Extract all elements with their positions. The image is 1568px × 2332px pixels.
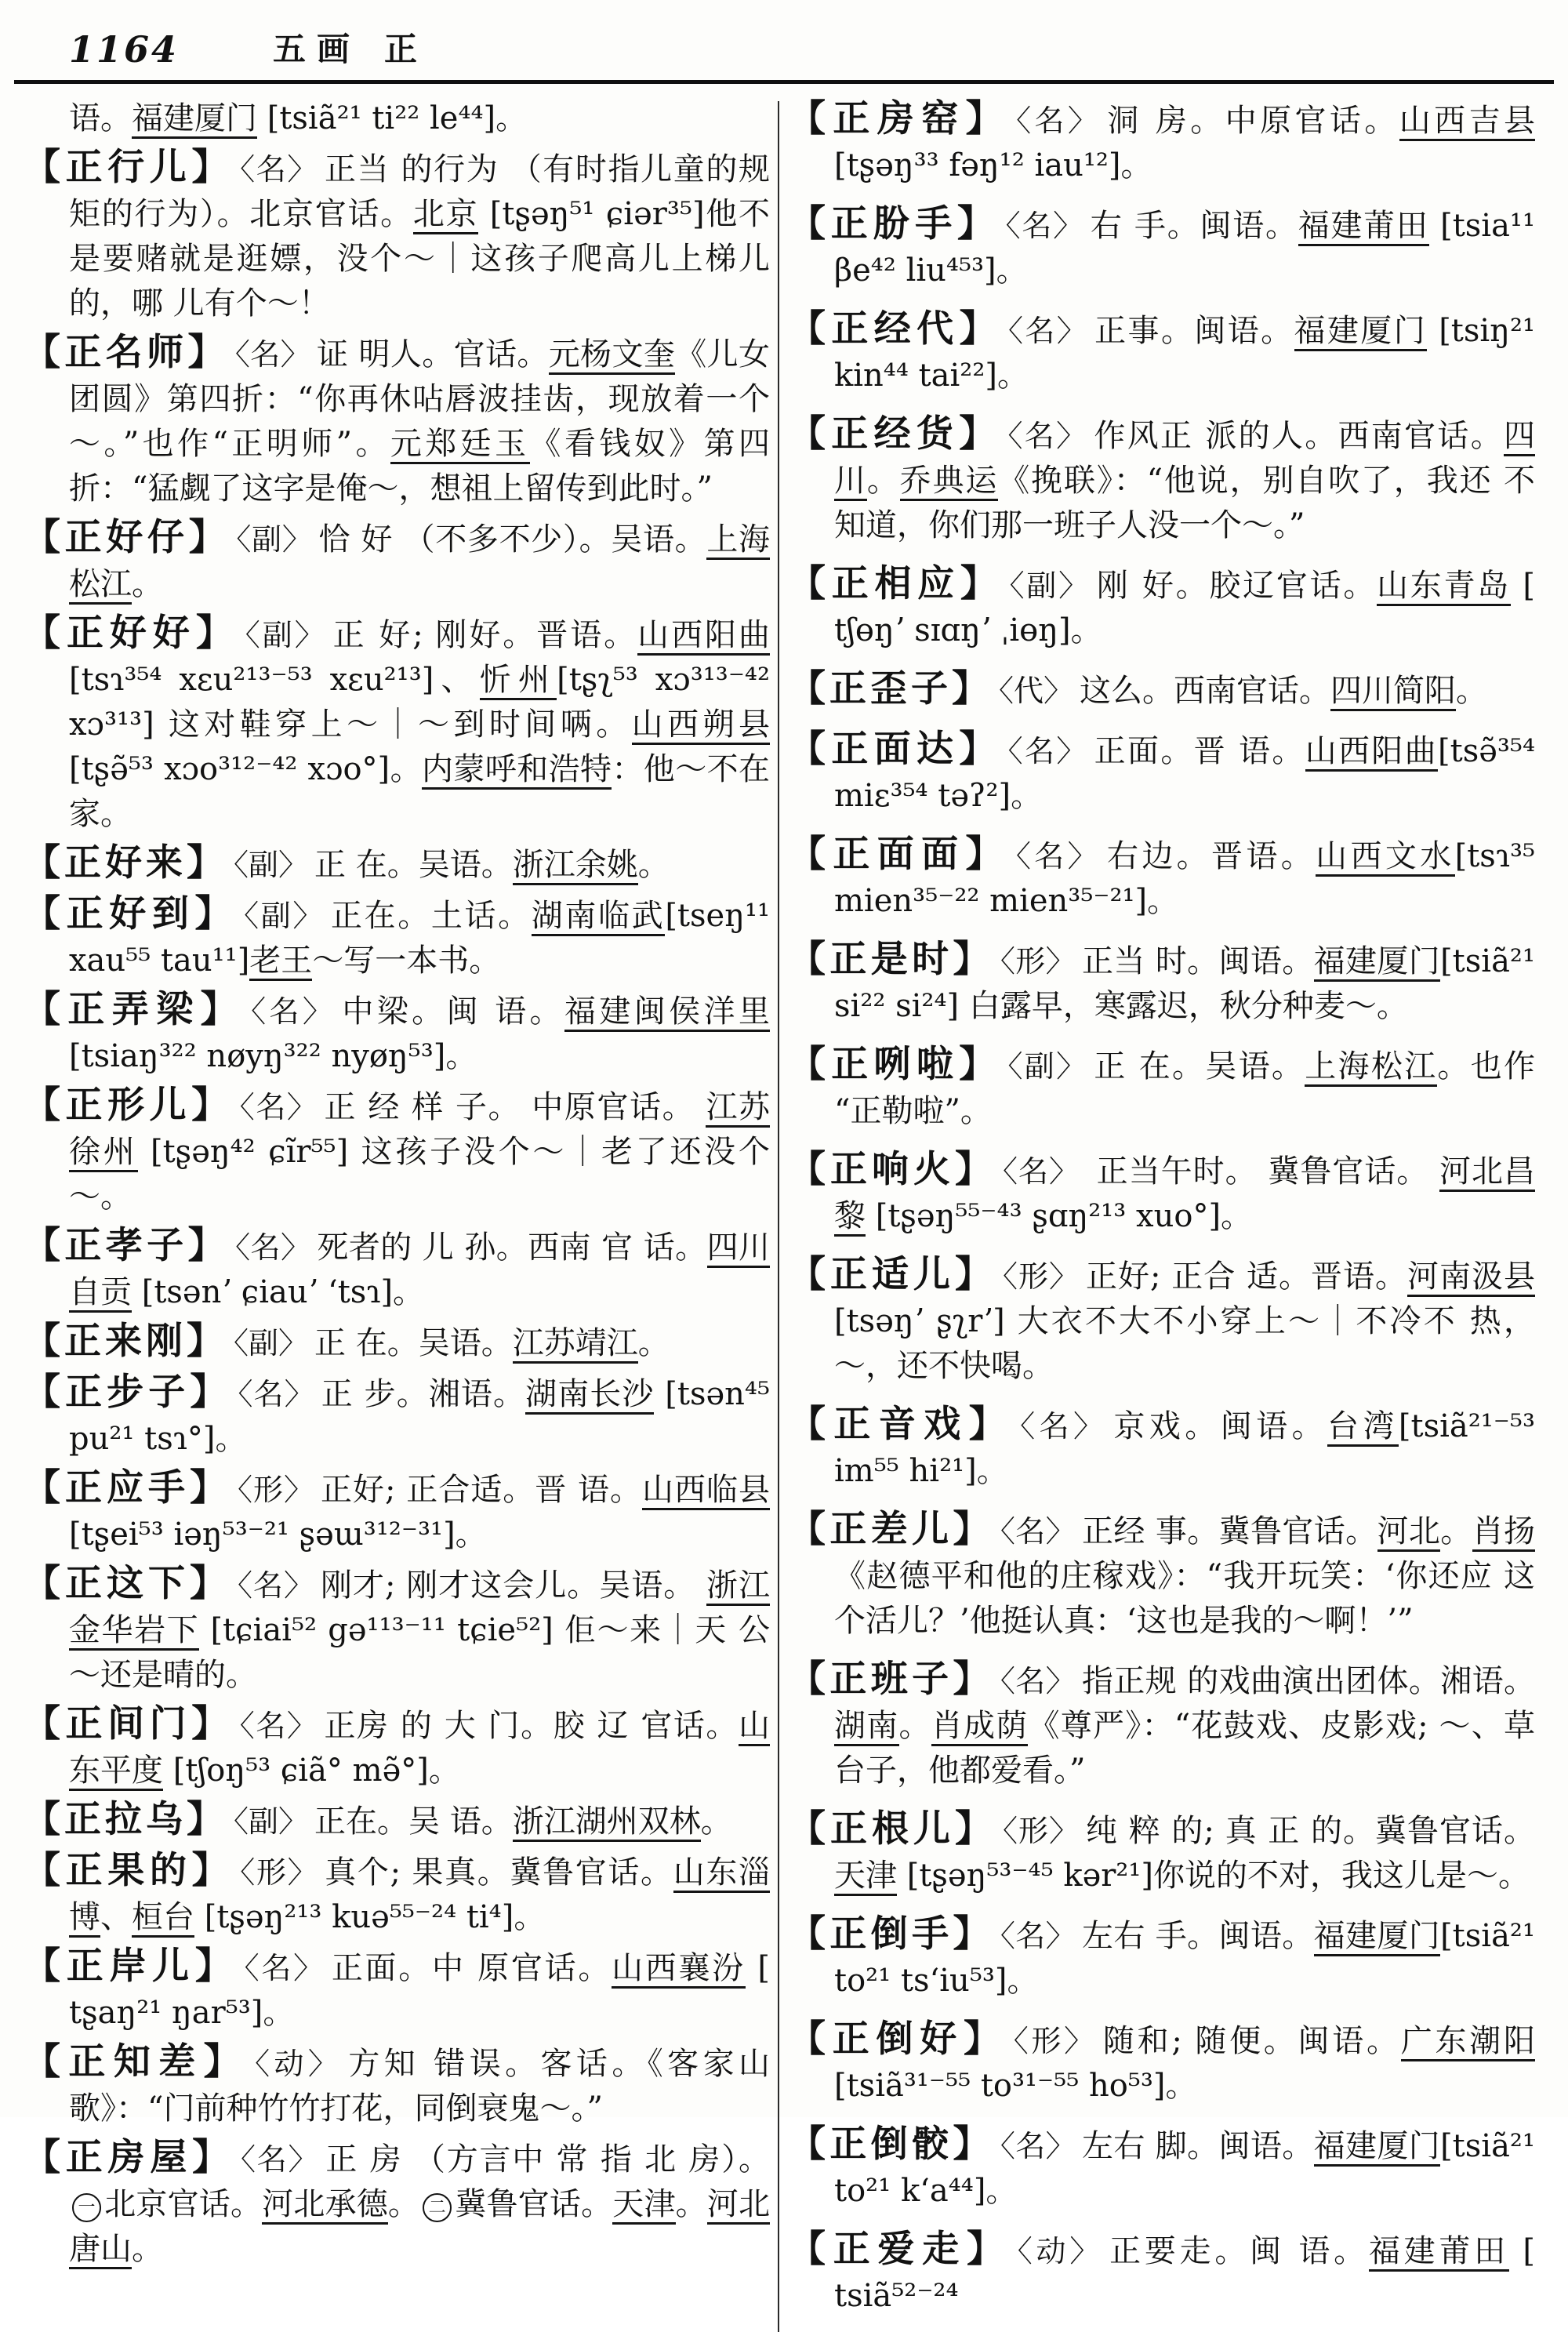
proper-noun-underlined: 山东淄博 bbox=[69, 1854, 770, 1938]
proper-noun-underlined: 福建厦门 bbox=[1314, 1918, 1440, 1956]
proper-noun-underlined: 广东潮阳 bbox=[1401, 2023, 1535, 2061]
right-column bbox=[789, 96, 1535, 2332]
entry-headword: 【正好仔】 bbox=[24, 516, 230, 559]
entry-headword: 【正适儿】 bbox=[789, 1253, 997, 1296]
entry-headword: 【正倒骹】 bbox=[789, 2123, 994, 2166]
proper-noun-underlined: 河南汲县 bbox=[1407, 1259, 1535, 1297]
dict-entry-正步子: 【正步子】 〈名〉 正 步。湘语。湖南长沙 [tsən⁴⁵ pu²¹ tsɿ°]。 bbox=[24, 1371, 771, 1457]
entry-part-of-speech: 〈名〉 bbox=[1020, 1409, 1108, 1444]
proper-noun-underlined: 肖成荫 bbox=[931, 1708, 1029, 1746]
entry-part-of-speech: 〈名〉 bbox=[251, 994, 336, 1029]
dict-entry-正爱走: 【正爱走】 〈动〉 正要走。闽 语。福建莆田 [ tsiã⁵²⁻²⁴ bbox=[789, 2228, 1536, 2314]
dict-entry-正房窑: 【正房窑】 〈名〉 洞 房。中原官话。山西吉县 [tʂəŋ³³ fəŋ¹² iau¹²]。 bbox=[789, 97, 1536, 183]
entry-part-of-speech: 〈副〉 bbox=[236, 522, 313, 557]
dict-entry-正经代: 【正经代】 〈名〉 正事。闽语。福建厦门 [tsiŋ²¹ kin⁴⁴ tai²²]。 bbox=[789, 307, 1536, 394]
proper-noun-underlined: 浙江湖州双林 bbox=[513, 1803, 701, 1842]
entry-headword: 【正弄梁】 bbox=[24, 988, 245, 1031]
proper-noun-underlined: 山西文水 bbox=[1316, 838, 1454, 877]
entry-part-of-speech: 〈名〉 bbox=[1002, 1154, 1080, 1189]
entry-part-of-speech: 〈名〉 bbox=[1007, 314, 1089, 348]
page-header bbox=[0, 0, 1568, 75]
proper-noun-underlined: 忻州 bbox=[480, 662, 557, 700]
entry-headword: 【正房屋】 bbox=[24, 2136, 234, 2179]
dict-entry-正行儿: 【正行儿】 〈名〉 正当 的行为 （有时指儿童的规矩的行为）。北京官话。北京 [tʂəŋ⁵¹ ɕiər³⁵]他不是要赌就是逛嫖，没个～｜这孩子爬高儿上梯儿的，哪 儿有个～！ bbox=[24, 146, 771, 321]
entry-part-of-speech: 〈副〉 bbox=[244, 899, 325, 933]
dict-entry-正形儿: 【正形儿】 〈名〉 正 经 样 子。 中原官话。 江苏徐州 [tʂəŋ⁴² ɕĩr⁵⁵] 这孩子没个～｜老了还没个～。 bbox=[24, 1084, 771, 1215]
entry-part-of-speech: 〈形〉 bbox=[238, 1473, 315, 1507]
entry-part-of-speech: 〈副〉 bbox=[234, 1804, 309, 1839]
dict-entry-正这下: 【正这下】 〈名〉 刚才; 刚才这会儿。吴语。 浙江金华岩下 [tɕiai⁵² gə¹¹³⁻¹¹ tɕie⁵²] 佢～来｜天 公～还是晴的。 bbox=[24, 1562, 771, 1693]
dict-entry-正经货: 【正经货】 〈名〉 作风正 派的人。西南官话。四川。乔典运《挽联》：“他说，别自吹了，我还 不 知道，你们那一班子人没一个～。” bbox=[789, 412, 1536, 543]
proper-noun-underlined: 福建厦门 bbox=[132, 100, 257, 139]
entry-part-of-speech: 〈名〉 bbox=[1000, 1919, 1076, 1953]
proper-noun-underlined: 湖南 bbox=[834, 1708, 899, 1746]
entry-headword: 【正步子】 bbox=[24, 1371, 232, 1414]
dict-entry-正弄梁: 【正弄梁】 〈名〉 中梁。闽 语。福建闽侯洋里[tsiaŋ³²² nøyŋ³²² nyøŋ⁵³]。 bbox=[24, 988, 771, 1074]
proper-noun-underlined: 山西襄汾 bbox=[612, 1950, 746, 1989]
proper-noun-underlined: 河北昌黎 bbox=[834, 1153, 1535, 1237]
left-column bbox=[24, 96, 770, 2332]
dict-entry-正响火: 【正响火】 〈名〉 正当午时。 冀鲁官话。 河北昌黎 [tʂəŋ⁵⁵⁻⁴³ ʂɑŋ²¹³ xuo°]。 bbox=[789, 1147, 1535, 1239]
entry-headword: 【正经货】 bbox=[789, 412, 1002, 456]
entry-headword: 【正差儿】 bbox=[789, 1508, 994, 1551]
entry-headword: 【正朌手】 bbox=[789, 202, 1000, 245]
entry-headword: 【正经代】 bbox=[789, 307, 1002, 351]
entry-part-of-speech: 〈代〉 bbox=[999, 674, 1074, 708]
dict-entry-正知差: 【正知差】 〈动〉 方知 错误。客话。《客家山歌》：“门前种竹竹打花，同倒衰鬼～。” bbox=[24, 2040, 771, 2127]
entry-headword: 【正班子】 bbox=[789, 1658, 994, 1701]
proper-noun-underlined: 老王 bbox=[249, 943, 312, 981]
proper-noun-underlined: 内蒙呼和浩特 bbox=[422, 751, 612, 790]
entry-headword: 【正面达】 bbox=[789, 728, 1002, 771]
entry-headword: 【正应手】 bbox=[24, 1466, 232, 1509]
proper-noun-underlined: 四川 bbox=[834, 418, 1535, 501]
proper-noun-underlined: 肖扬 bbox=[1472, 1513, 1535, 1552]
proper-noun-underlined: 元郑廷玉 bbox=[390, 426, 530, 464]
entry-headword: 【正音戏】 bbox=[789, 1403, 1014, 1446]
entry-headword: 【正根儿】 bbox=[789, 1807, 996, 1851]
entry-headword: 【正好好】 bbox=[24, 612, 239, 655]
dict-entry-正好到: 【正好到】 〈副〉 正在。土话。湖南临武[tseŋ¹¹ xau⁵⁵ tau¹¹]老王～写一本书。 bbox=[24, 892, 770, 983]
entry-headword: 【正爱走】 bbox=[789, 2228, 1011, 2271]
proper-noun-underlined: 福建厦门 bbox=[1294, 313, 1428, 351]
entry-part-of-speech: 〈副〉 bbox=[1007, 1049, 1088, 1084]
entry-part-of-speech: 〈名〉 bbox=[235, 1230, 311, 1265]
entry-part-of-speech: 〈动〉 bbox=[255, 2047, 343, 2081]
dict-entry-正好好: 【正好好】 〈副〉 正 好; 刚好。晋语。山西阳曲[tsɿ³⁵⁴ xɛu²¹³⁻⁵³ xɛu²¹³]、忻州[tʂʅ⁵³ xɔ³¹³⁻⁴² xɔ³¹³] 这对鞋穿上～｜～到时间唡。山西朔县 [tʂə̃⁵³ xɔo³¹²⁻⁴² xɔo°]。内蒙呼和浩特：他～不在家。 bbox=[24, 612, 771, 832]
entry-part-of-speech: 〈名〉 bbox=[240, 2142, 320, 2177]
entry-part-of-speech: 〈名〉 bbox=[1007, 734, 1088, 768]
entry-part-of-speech: 〈名〉 bbox=[244, 1951, 325, 1985]
proper-noun-underlined: 上海松江 bbox=[69, 521, 770, 605]
entry-part-of-speech: 〈名〉 bbox=[1000, 2129, 1076, 2163]
entry-headword: 【正拉乌】 bbox=[24, 1798, 227, 1841]
entry-part-of-speech: 〈名〉 bbox=[239, 1709, 318, 1743]
entry-part-of-speech: 〈副〉 bbox=[234, 1326, 309, 1360]
proper-noun-underlined: 乔典运 bbox=[900, 463, 999, 501]
stroke-section-label: 五画 bbox=[273, 30, 361, 68]
proper-noun-underlined: 福建莆田 bbox=[1298, 208, 1429, 246]
dict-entry-正拉乌: 【正拉乌】 〈副〉 正在。吴 语。浙江湖州双林。 bbox=[24, 1798, 732, 1841]
page-number: 1164 bbox=[69, 28, 180, 71]
entry-headword: 【正好到】 bbox=[24, 892, 238, 935]
dict-entry-正咧啦: 【正咧啦】 〈副〉 正 在。吴语。上海松江。也作 “正勒啦”。 bbox=[789, 1043, 1536, 1129]
proper-noun-underlined: 河北承德 bbox=[262, 2186, 388, 2225]
dict-entry-正是时: 【正是时】 〈形〉 正当 时。闽语。福建厦门[tsiã²¹ si²² si²⁴] 白露早，寒露迟，秋分种麦～。 bbox=[789, 938, 1535, 1024]
proper-noun-underlined: 福建厦门 bbox=[1314, 943, 1440, 982]
dict-entry-正倒手: 【正倒手】 〈名〉 左右 手。闽语。福建厦门[tsiã²¹ to²¹ ts‘iu⁵³]。 bbox=[789, 1912, 1535, 1999]
dict-entry-正面达: 【正面达】 〈名〉 正面。晋 语。山西阳曲[tsə̃³⁵⁴ miɛ³⁵⁴ təʔ²]。 bbox=[789, 728, 1535, 814]
proper-noun-underlined: 天津 bbox=[612, 2186, 675, 2225]
entry-headword: 【正果的】 bbox=[24, 1849, 234, 1892]
proper-noun-underlined: 江苏靖江 bbox=[513, 1325, 638, 1364]
proper-noun-underlined: 浙江金华岩下 bbox=[69, 1567, 770, 1651]
entry-headword: 【正岸儿】 bbox=[24, 1945, 238, 1988]
proper-noun-underlined: 河北唐山 bbox=[69, 2186, 770, 2269]
dict-entry-正面面: 【正面面】 〈名〉 右边。晋语。山西文水[tsɿ³⁵ mien³⁵⁻²² mien³⁵⁻²¹]。 bbox=[789, 833, 1536, 919]
entry-headword: 【正形儿】 bbox=[24, 1084, 234, 1127]
entry-headword: 【正房窑】 bbox=[789, 97, 1011, 140]
dict-entry-正果的: 【正果的】 〈形〉 真个; 果真。冀鲁官话。山东淄博、桓台 [tʂəŋ²¹³ kuə⁵⁵⁻²⁴ ti⁴]。 bbox=[24, 1848, 770, 1940]
entry-part-of-speech: 〈名〉 bbox=[1007, 419, 1088, 453]
dict-entry-正岸儿: 【正岸儿】 〈名〉 正面。中 原官话。山西襄汾 [ tʂaŋ²¹ ŋar⁵³]。 bbox=[24, 1945, 771, 2031]
entry-part-of-speech: 〈名〉 bbox=[1016, 104, 1102, 138]
proper-noun-underlined: 天津 bbox=[834, 1858, 897, 1896]
entry-part-of-speech: 〈形〉 bbox=[240, 1855, 319, 1890]
circled-sense-number: 一 bbox=[72, 2193, 101, 2222]
proper-noun-underlined: 福建厦门 bbox=[1314, 2128, 1440, 2167]
dict-entry-正根儿: 【正根儿】 〈形〉 纯 粹 的; 真 正 的。冀鲁官话。天津 [tʂəŋ⁵³⁻⁴⁵ kər²¹]你说的不对，我这儿是～。 bbox=[789, 1807, 1535, 1898]
proper-noun-underlined: 山西阳曲 bbox=[1305, 733, 1438, 772]
dict-entry-正音戏: 【正音戏】 〈名〉 京戏。闽语。台湾[tsiã²¹⁻⁵³ im⁵⁵ hi²¹]。 bbox=[789, 1403, 1535, 1489]
entry-headword: 【正好来】 bbox=[24, 841, 227, 884]
entry-headword: 【正间门】 bbox=[24, 1702, 234, 1745]
entry-part-of-speech: 〈形〉 bbox=[1003, 1259, 1080, 1294]
dict-entry-正应手: 【正应手】 〈形〉 正好; 正合适。晋 语。山西临县[tʂei⁵³ iəŋ⁵³⁻²¹ ʂəɯ³¹²⁻³¹]。 bbox=[24, 1466, 771, 1553]
proper-noun-underlined: 山西阳曲 bbox=[637, 617, 770, 656]
dict-entry-正间门: 【正间门】 〈名〉 正房 的 大 门。胶 辽 官话。山东平度 [tʃoŋ⁵³ ɕiã° mə̃°]。 bbox=[24, 1702, 770, 1793]
dict-entry-正歪子: 【正歪子】 〈代〉 这么。西南官话。四川简阳。 bbox=[789, 667, 1488, 710]
dict-entry-正好来: 【正好来】 〈副〉 正 在。吴语。浙江余姚。 bbox=[24, 841, 670, 884]
entry-headword: 【正孝子】 bbox=[24, 1224, 230, 1267]
entry-part-of-speech: 〈名〉 bbox=[234, 337, 311, 372]
proper-noun-underlined: 河北 bbox=[1377, 1513, 1441, 1552]
entry-part-of-speech: 〈名〉 bbox=[1000, 1514, 1076, 1549]
proper-noun-underlined: 山东青岛 bbox=[1377, 568, 1511, 606]
proper-noun-underlined: 元杨文奎 bbox=[549, 336, 676, 375]
proper-noun-underlined: 山东平度 bbox=[69, 1708, 770, 1791]
proper-noun-underlined: 上海松江 bbox=[1305, 1048, 1437, 1087]
proper-noun-underlined: 山西朔县 bbox=[632, 707, 770, 745]
entry-part-of-speech: 〈副〉 bbox=[245, 618, 327, 652]
proper-noun-underlined: 四川自贡 bbox=[69, 1230, 770, 1313]
proper-noun-underlined: 湖南长沙 bbox=[525, 1376, 654, 1415]
head-character: 正 bbox=[384, 30, 418, 68]
proper-noun-underlined: 四川简阳 bbox=[1330, 673, 1456, 711]
proper-noun-underlined: 台湾 bbox=[1327, 1408, 1399, 1447]
entry-headword: 【正面面】 bbox=[789, 833, 1010, 876]
dict-entry-正相应: 【正相应】 〈副〉 刚 好。胶辽官话。山东青岛 [ tʃɵŋʼ sɪɑŋʼ ˌiɵŋ]。 bbox=[789, 562, 1536, 648]
proper-noun-underlined: 桓台 bbox=[132, 1899, 194, 1938]
dict-entry-正班子: 【正班子】 〈名〉 指正规 的戏曲演出团体。湘语。湖南。肖成荫《尊严》：“花鼓戏、皮影戏; ～、草台子，他都爱看。” bbox=[789, 1658, 1536, 1789]
entry-part-of-speech: 〈名〉 bbox=[1000, 1664, 1076, 1698]
entry-part-of-speech: 〈动〉 bbox=[1017, 2234, 1104, 2268]
dict-entry-正适儿: 【正适儿】 〈形〉 正好; 正合 适。晋语。河南汲县[tsəŋʼ ʂʅrʼ] 大衣不大不小穿上～｜不冷不 热，～，还不快喝。 bbox=[789, 1253, 1536, 1384]
two-column-body bbox=[0, 84, 1568, 2332]
proper-noun-underlined: 浙江余姚 bbox=[513, 847, 638, 885]
dict-entry-正差儿: 【正差儿】 〈名〉 正经 事。冀鲁官话。河北。肖扬《赵德平和他的庄稼戏》：“我开玩笑：‘你还应 这 个活儿？’他挺认真：‘这也是我的～啊！’” bbox=[789, 1508, 1536, 1639]
dict-entry-正孝子: 【正孝子】 〈名〉 死者的 儿 孙。西南 官 话。四川自贡 [tsənʼ ɕiauʼ ʻtsɿ]。 bbox=[24, 1223, 770, 1315]
dict-entry-正名师: 【正名师】 〈名〉 证 明人。官话。元杨文奎《儿女团圆》第四折：“你再休呫唇波挂齿，现放着一个～。”也作“正明师”。元郑廷玉《看钱奴》第四折：“猛觑了这字是俺～，想祖上留传到此时。” bbox=[24, 331, 771, 507]
entry-part-of-speech: 〈名〉 bbox=[240, 152, 318, 187]
proper-noun-underlined: 湖南临武 bbox=[532, 898, 666, 936]
entry-headword: 【正咧啦】 bbox=[789, 1043, 1002, 1086]
entry-headword: 【正响火】 bbox=[789, 1148, 996, 1191]
proper-noun-underlined: 福建闽侯洋里 bbox=[564, 993, 770, 1032]
entry-part-of-speech: 〈形〉 bbox=[1000, 944, 1076, 979]
entry-headword: 【正倒手】 bbox=[789, 1912, 994, 1956]
proper-noun-underlined: 山西临县 bbox=[642, 1472, 770, 1510]
proper-noun-underlined: 江苏徐州 bbox=[69, 1089, 770, 1172]
entry-part-of-speech: 〈副〉 bbox=[234, 848, 309, 882]
entry-headword: 【正倒好】 bbox=[789, 2018, 1007, 2061]
dict-entry-continuation: 语。福建厦门 [tsiã²¹ ti²² le⁴⁴]。 bbox=[24, 96, 770, 141]
entry-headword: 【正来刚】 bbox=[24, 1320, 227, 1363]
entry-headword: 【正相应】 bbox=[789, 562, 1004, 605]
dict-entry-正来刚: 【正来刚】 〈副〉 正 在。吴语。江苏靖江。 bbox=[24, 1320, 670, 1363]
proper-noun-underlined: 山西吉县 bbox=[1399, 103, 1535, 141]
entry-headword: 【正这下】 bbox=[24, 1562, 232, 1605]
proper-noun-underlined: 福建莆田 bbox=[1369, 2233, 1509, 2272]
entry-headword: 【正行儿】 bbox=[24, 146, 234, 189]
dict-entry-正朌手: 【正朌手】 〈名〉 右 手。闽语。福建莆田 [tsia¹¹ βe⁴² liu⁴⁵³]。 bbox=[789, 202, 1536, 289]
dict-entry-正房屋: 【正房屋】 〈名〉 正 房 （方言中 常 指 北 房）。一 北京官话。河北承德。 二 冀鲁官话。天津。河北唐山。 bbox=[24, 2135, 770, 2272]
entry-part-of-speech: 〈形〉 bbox=[1013, 2024, 1097, 2058]
entry-part-of-speech: 〈名〉 bbox=[238, 1377, 315, 1411]
entry-part-of-speech: 〈名〉 bbox=[1005, 209, 1084, 243]
dict-entry-正好仔: 【正好仔】 〈副〉 恰 好 （不多不少）。吴语。上海松江。 bbox=[24, 515, 770, 607]
dict-entry-正倒好: 【正倒好】 〈形〉 随和; 随便。闽语。广东潮阳[tsiã³¹⁻⁵⁵ to³¹⁻⁵⁵ ho⁵³]。 bbox=[789, 2018, 1535, 2104]
column-divider-rule bbox=[778, 101, 779, 2332]
entry-part-of-speech: 〈名〉 bbox=[1015, 839, 1101, 874]
entry-headword: 【正是时】 bbox=[789, 938, 994, 981]
entry-headword: 【正知差】 bbox=[24, 2040, 249, 2083]
circled-sense-number: 二 bbox=[423, 2193, 452, 2222]
proper-noun-underlined: 北京 bbox=[413, 196, 478, 234]
entry-part-of-speech: 〈形〉 bbox=[1002, 1814, 1080, 1848]
entry-part-of-speech: 〈名〉 bbox=[238, 1568, 315, 1603]
entry-headword: 【正歪子】 bbox=[789, 667, 993, 710]
entry-headword: 【正名师】 bbox=[24, 331, 229, 374]
entry-part-of-speech: 〈副〉 bbox=[1009, 568, 1091, 603]
dict-entry-正倒骹: 【正倒骹】 〈名〉 左右 脚。闽语。福建厦门[tsiã²¹ to²¹ k‘a⁴⁴]。 bbox=[789, 2123, 1535, 2209]
entry-part-of-speech: 〈名〉 bbox=[239, 1090, 318, 1124]
